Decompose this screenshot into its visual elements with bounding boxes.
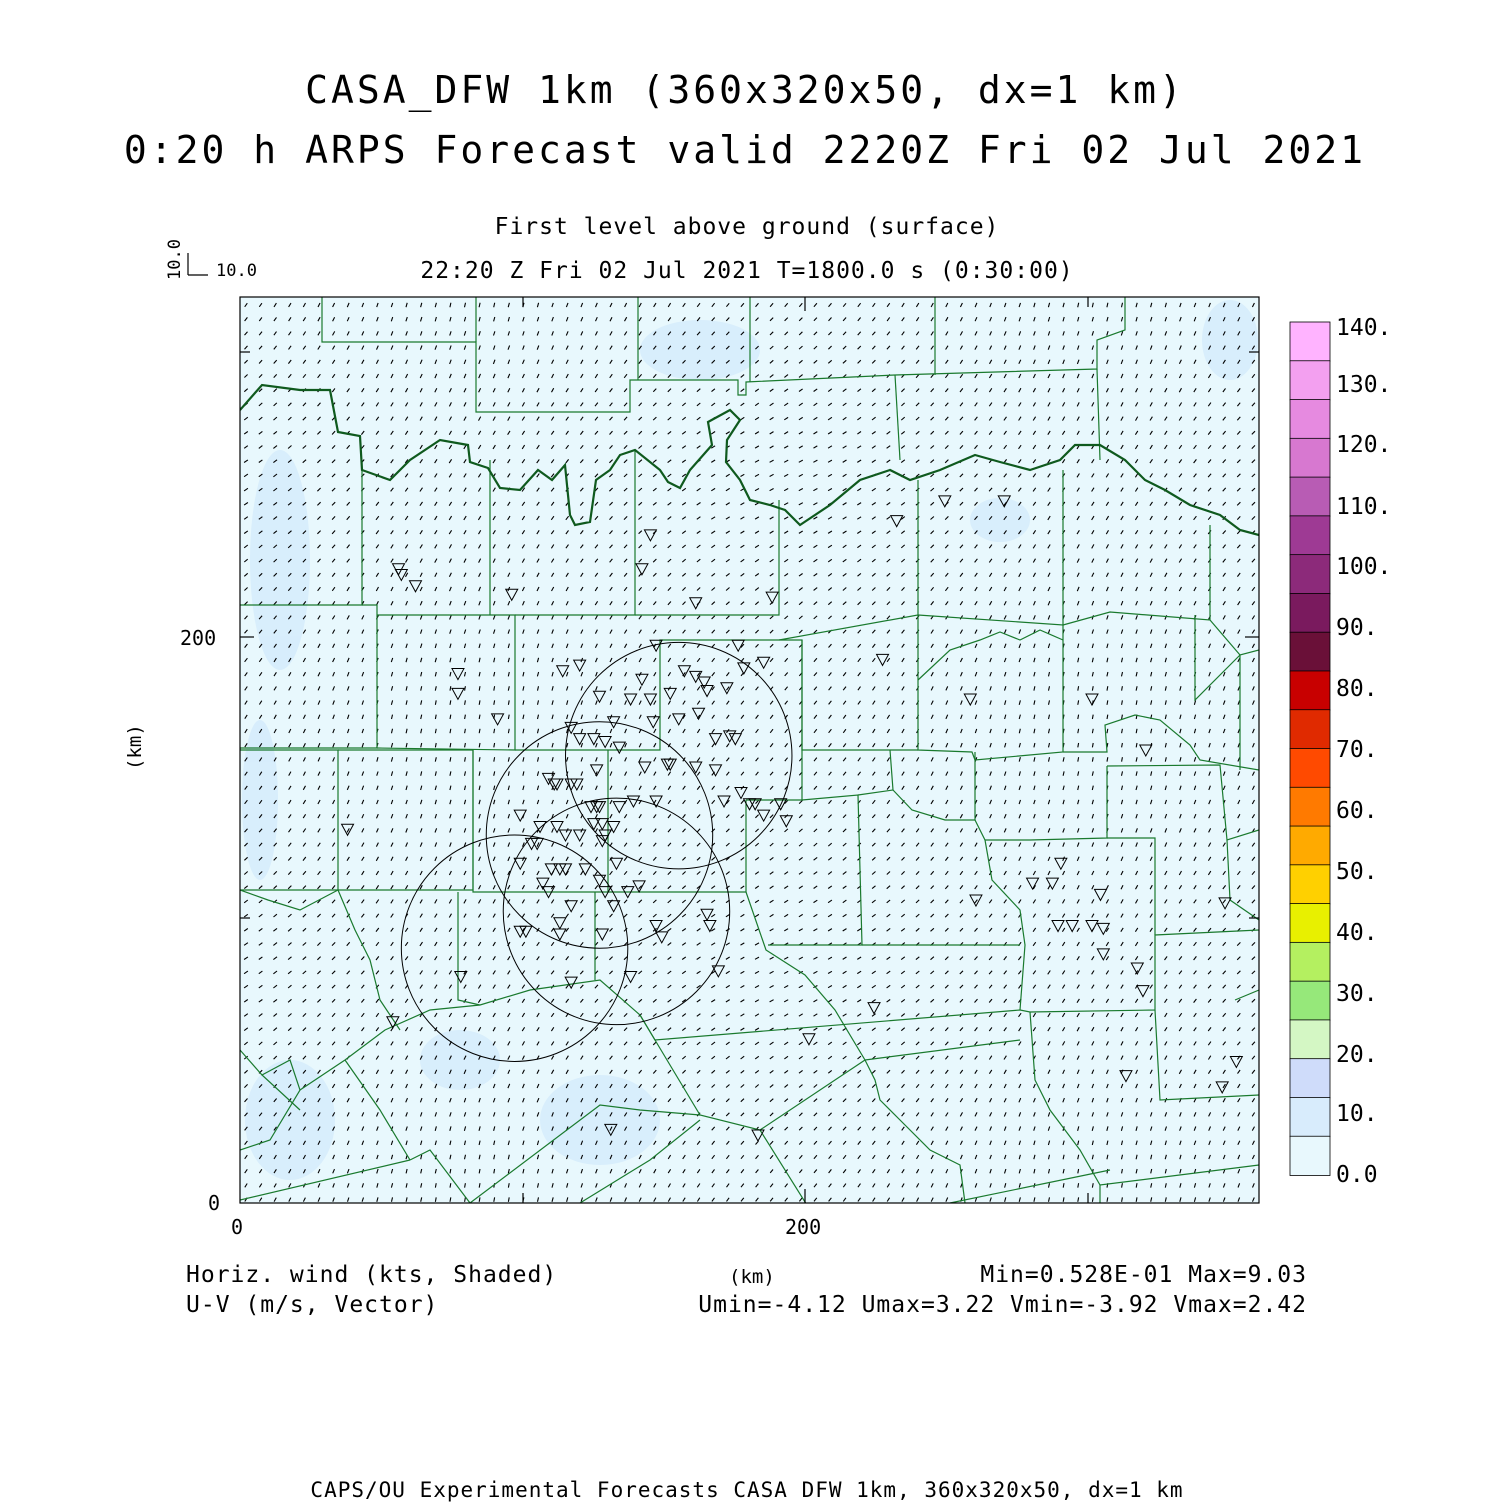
- colorbar-swatch: [1290, 981, 1330, 1020]
- colorbar-label: 40.: [1336, 920, 1378, 946]
- colorbar-swatch: [1290, 438, 1330, 477]
- x-tick-0: 0: [231, 1215, 244, 1239]
- y-tick-200: 200: [180, 626, 217, 650]
- colorbar-label: 70.: [1336, 737, 1378, 763]
- colorbar-swatch: [1290, 1136, 1330, 1175]
- figure-title-line2: 0:20 h ARPS Forecast valid 2220Z Fri 02 Jul 2021: [123, 128, 1367, 172]
- field-legend-shaded: Horiz. wind (kts, Shaded): [186, 1262, 558, 1288]
- level-label: First level above ground (surface): [494, 214, 1000, 240]
- y-tick-0: 0: [208, 1191, 221, 1215]
- colorbar-swatch: [1290, 555, 1330, 594]
- colorbar-label: 20.: [1336, 1042, 1378, 1068]
- colorbar-label: 80.: [1336, 676, 1378, 702]
- colorbar-swatch: [1290, 593, 1330, 632]
- y-axis-unit: (km): [124, 724, 146, 770]
- colorbar-swatch: [1290, 632, 1330, 671]
- colorbar-swatch: [1290, 477, 1330, 516]
- colorbar-swatch: [1290, 826, 1330, 865]
- colorbar-swatch: [1290, 1059, 1330, 1098]
- colorbar-label: 140.: [1336, 315, 1392, 341]
- colorbar-label: 100.: [1336, 554, 1392, 580]
- colorbar-label: 130.: [1336, 372, 1392, 398]
- x-axis-unit: (km): [729, 1266, 775, 1288]
- colorbar-label: 0.0: [1336, 1162, 1378, 1188]
- colorbar-label: 110.: [1336, 494, 1392, 520]
- min-max-readout: Min=0.528E-01 Max=9.03: [980, 1262, 1307, 1288]
- colorbar-swatch: [1290, 400, 1330, 439]
- colorbar-label: 120.: [1336, 432, 1392, 458]
- colorbar-swatch: [1290, 942, 1330, 981]
- reference-vector-x-label: 10.0: [216, 261, 257, 281]
- colorbar-swatch: [1290, 361, 1330, 400]
- uv-range-readout: Umin=-4.12 Umax=3.22 Vmin=-3.92 Vmax=2.42: [698, 1292, 1307, 1318]
- colorbar-swatch: [1290, 865, 1330, 904]
- reference-vector-y-label: 10.0: [165, 239, 185, 280]
- colorbar-swatch: [1290, 787, 1330, 826]
- figure-title-line1: CASA_DFW 1km (360x320x50, dx=1 km): [305, 68, 1185, 112]
- colorbar-swatch: [1290, 904, 1330, 943]
- time-label: 22:20 Z Fri 02 Jul 2021 T=1800.0 s (0:30:00): [420, 258, 1074, 284]
- colorbar-swatch: [1290, 322, 1330, 361]
- colorbar-label: 60.: [1336, 798, 1378, 824]
- colorbar-swatch: [1290, 710, 1330, 749]
- colorbar-swatch: [1290, 516, 1330, 555]
- x-tick-200: 200: [785, 1215, 822, 1239]
- colorbar-label: 10.: [1336, 1101, 1378, 1127]
- colorbar-swatch: [1290, 749, 1330, 788]
- colorbar-label: 30.: [1336, 981, 1378, 1007]
- colorbar-swatch: [1290, 1097, 1330, 1136]
- colorbar-swatch: [1290, 1020, 1330, 1059]
- field-legend-vector: U-V (m/s, Vector): [186, 1292, 439, 1318]
- colorbar-label: 90.: [1336, 615, 1378, 641]
- colorbar-label: 50.: [1336, 859, 1378, 885]
- colorbar: [1290, 315, 1391, 1188]
- footer-credit: CAPS/OU Experimental Forecasts CASA DFW 1km, 360x320x50, dx=1 km: [310, 1478, 1184, 1502]
- colorbar-swatch: [1290, 671, 1330, 710]
